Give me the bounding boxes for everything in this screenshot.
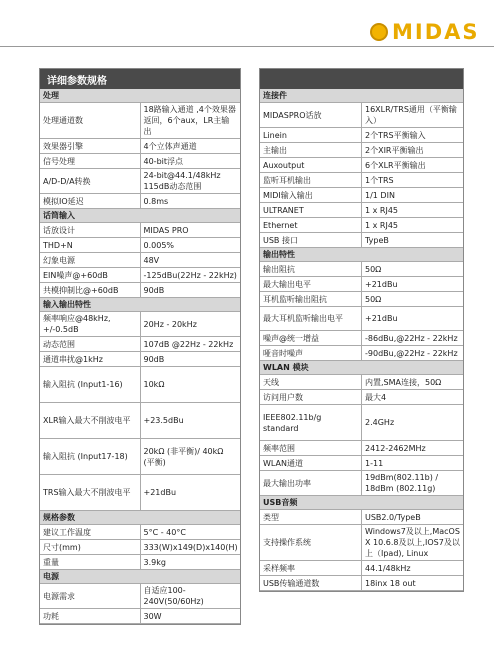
spec-row bbox=[260, 277, 463, 292]
spec-value: 2个TRS平衡输入 bbox=[362, 128, 464, 143]
spec-label: Auxoutput bbox=[260, 158, 362, 173]
spec-label: 幻象电源 bbox=[40, 253, 140, 268]
section-title: USB音频 bbox=[260, 496, 463, 510]
section-header bbox=[40, 89, 240, 103]
spec-label: WLAN通道 bbox=[260, 456, 362, 471]
spec-label: 输出阻抗 bbox=[260, 262, 362, 277]
spec-label: 话放设计 bbox=[40, 223, 140, 238]
spec-label: Ethernet bbox=[260, 218, 362, 233]
spec-value: 24-bit@44.1/48kHz 115dB动态范围 bbox=[140, 169, 240, 194]
spec-row bbox=[40, 139, 240, 154]
spec-value: 40-bit浮点 bbox=[140, 154, 240, 169]
spec-label: 频率响应@48kHz, +/-0.5dB bbox=[40, 312, 140, 337]
spec-value: +21dBu bbox=[362, 277, 464, 292]
spec-row bbox=[260, 576, 463, 591]
spec-row bbox=[260, 510, 463, 525]
spec-column-left bbox=[39, 68, 241, 625]
spec-value: 1个TRS bbox=[362, 173, 464, 188]
spec-row bbox=[260, 173, 463, 188]
section-title: 话筒输入 bbox=[40, 209, 240, 223]
spec-label: 频率范围 bbox=[260, 441, 362, 456]
spec-value: Windows7及以上,MacOS X 10.6.8及以上,IOS7及以上（Ipad), Linux bbox=[362, 525, 464, 561]
spec-label: 主输出 bbox=[260, 143, 362, 158]
spec-label: 最大耳机监听输出电平 bbox=[260, 307, 362, 331]
spec-row bbox=[40, 268, 240, 283]
spec-value: 1-11 bbox=[362, 456, 464, 471]
spec-row bbox=[260, 188, 463, 203]
spec-value: -86dBu,@22Hz - 22kHz bbox=[362, 331, 464, 346]
spec-value: -125dBu(22Hz - 22kHz) bbox=[140, 268, 240, 283]
spec-row bbox=[40, 555, 240, 570]
spec-label: 支持操作系统 bbox=[260, 525, 362, 561]
header-divider bbox=[0, 46, 494, 47]
spec-value: 90dB bbox=[140, 283, 240, 298]
spec-row bbox=[40, 352, 240, 367]
spec-value: 0.005% bbox=[140, 238, 240, 253]
spec-row bbox=[260, 375, 463, 390]
spec-label: 耳机监听输出阻抗 bbox=[260, 292, 362, 307]
spec-label: 动态范围 bbox=[40, 337, 140, 352]
spec-label: 建议工作温度 bbox=[40, 525, 140, 540]
spec-label: 功耗 bbox=[40, 609, 140, 624]
spec-row bbox=[260, 390, 463, 405]
spec-label: USB 接口 bbox=[260, 233, 362, 248]
spec-value: 50Ω bbox=[362, 292, 464, 307]
spec-label: THD+N bbox=[40, 238, 140, 253]
spec-row bbox=[260, 128, 463, 143]
section-title: 规格参数 bbox=[40, 511, 240, 525]
spec-label: 天线 bbox=[260, 375, 362, 390]
spec-row bbox=[40, 525, 240, 540]
spec-row bbox=[260, 262, 463, 277]
spec-value: 48V bbox=[140, 253, 240, 268]
spec-row bbox=[40, 609, 240, 624]
spec-value: 2.4GHz bbox=[362, 405, 464, 441]
spec-row bbox=[260, 405, 463, 441]
section-header bbox=[260, 361, 463, 375]
spec-row bbox=[40, 312, 240, 337]
spec-label: 噪声@统一增益 bbox=[260, 331, 362, 346]
spec-label: A/D-D/A转换 bbox=[40, 169, 140, 194]
section-title: 输出特性 bbox=[260, 248, 463, 262]
spec-row bbox=[40, 403, 240, 439]
spec-label: MIDASPRO话放 bbox=[260, 103, 362, 128]
section-header bbox=[260, 496, 463, 510]
spec-label: 共模抑制比@+60dB bbox=[40, 283, 140, 298]
spec-label: 采样频率 bbox=[260, 561, 362, 576]
spec-label: MIDI输入输出 bbox=[260, 188, 362, 203]
spec-row bbox=[260, 218, 463, 233]
spec-value: 1/1 DIN bbox=[362, 188, 464, 203]
section-header bbox=[40, 209, 240, 223]
spec-value: 333(W)x149(D)x140(H) bbox=[140, 540, 240, 555]
section-title: 电源 bbox=[40, 570, 240, 584]
spec-label: 处理通道数 bbox=[40, 103, 140, 139]
section-header bbox=[40, 298, 240, 312]
midas-logo-badge-icon bbox=[370, 23, 388, 41]
spec-value: 1 x RJ45 bbox=[362, 218, 464, 233]
spec-row bbox=[260, 203, 463, 218]
spec-value: TypeB bbox=[362, 233, 464, 248]
spec-row bbox=[40, 154, 240, 169]
spec-value: 5°C - 40°C bbox=[140, 525, 240, 540]
spec-row bbox=[40, 194, 240, 209]
spec-row bbox=[40, 367, 240, 403]
spec-label: XLR输入最大不削波电平 bbox=[40, 403, 140, 439]
spec-value: 30W bbox=[140, 609, 240, 624]
spec-row bbox=[260, 456, 463, 471]
spec-row bbox=[40, 475, 240, 511]
spec-value: MIDAS PRO bbox=[140, 223, 240, 238]
spec-label: 最大输出功率 bbox=[260, 471, 362, 496]
spec-table-right bbox=[260, 89, 463, 591]
spec-label: TRS输入最大不削波电平 bbox=[40, 475, 140, 511]
spec-row bbox=[260, 143, 463, 158]
spec-label: 通道串扰@1kHz bbox=[40, 352, 140, 367]
spec-row bbox=[260, 471, 463, 496]
spec-row bbox=[40, 283, 240, 298]
midas-logo bbox=[370, 20, 480, 44]
spec-label: 模拟IO延迟 bbox=[40, 194, 140, 209]
spec-value: 20Hz - 20kHz bbox=[140, 312, 240, 337]
spec-value: 10kΩ bbox=[140, 367, 240, 403]
spec-value: USB2.0/TypeB bbox=[362, 510, 464, 525]
spec-row bbox=[260, 561, 463, 576]
spec-label: 访问用户数 bbox=[260, 390, 362, 405]
spec-value: 0.8ms bbox=[140, 194, 240, 209]
spec-label: 尺寸(mm) bbox=[40, 540, 140, 555]
spec-value: 44.1/48kHz bbox=[362, 561, 464, 576]
spec-label: IEEE802.11b/g standard bbox=[260, 405, 362, 441]
brand-name: MIDAS bbox=[392, 20, 480, 44]
spec-value: 20kΩ (非平衡)/ 40kΩ (平衡) bbox=[140, 439, 240, 475]
spec-column-right bbox=[259, 68, 464, 592]
spec-label: 输入阻抗 (Input1-16) bbox=[40, 367, 140, 403]
spec-row bbox=[40, 584, 240, 609]
spec-value: 18inx 18 out bbox=[362, 576, 464, 591]
spec-table-left bbox=[40, 89, 240, 624]
spec-row bbox=[40, 238, 240, 253]
section-title: WLAN 模块 bbox=[260, 361, 463, 375]
spec-row bbox=[260, 233, 463, 248]
spec-row bbox=[40, 223, 240, 238]
spec-value: 6个XLR平衡输出 bbox=[362, 158, 464, 173]
section-header bbox=[260, 248, 463, 262]
spec-row bbox=[260, 525, 463, 561]
spec-label: 监听耳机输出 bbox=[260, 173, 362, 188]
spec-row bbox=[40, 103, 240, 139]
spec-label: Linein bbox=[260, 128, 362, 143]
section-title: 处理 bbox=[40, 89, 240, 103]
spec-row bbox=[40, 253, 240, 268]
spec-label: 效果器引擎 bbox=[40, 139, 140, 154]
spec-value: 107dB @22Hz - 22kHz bbox=[140, 337, 240, 352]
spec-row bbox=[40, 169, 240, 194]
spec-row bbox=[260, 158, 463, 173]
spec-label: 电源需求 bbox=[40, 584, 140, 609]
spec-value: 最大4 bbox=[362, 390, 464, 405]
spec-label: 信号处理 bbox=[40, 154, 140, 169]
spec-label: 最大输出电平 bbox=[260, 277, 362, 292]
spec-value: +23.5dBu bbox=[140, 403, 240, 439]
spec-row bbox=[260, 346, 463, 361]
spec-row bbox=[40, 439, 240, 475]
spec-value: 3.9kg bbox=[140, 555, 240, 570]
spec-column-title-right bbox=[260, 69, 463, 89]
spec-row bbox=[260, 307, 463, 331]
spec-row bbox=[260, 292, 463, 307]
spec-row bbox=[40, 337, 240, 352]
spec-label: EIN噪声@+60dB bbox=[40, 268, 140, 283]
spec-value: 内置,SMA连接，50Ω bbox=[362, 375, 464, 390]
spec-value: 4个立体声通道 bbox=[140, 139, 240, 154]
section-title: 连接件 bbox=[260, 89, 463, 103]
spec-label: USB传输通道数 bbox=[260, 576, 362, 591]
spec-value: 2412-2462MHz bbox=[362, 441, 464, 456]
section-title: 输入输出特性 bbox=[40, 298, 240, 312]
spec-value: 19dBm(802.11b) / 18dBm (802.11g) bbox=[362, 471, 464, 496]
section-header bbox=[260, 89, 463, 103]
section-header bbox=[40, 570, 240, 584]
spec-label: 重量 bbox=[40, 555, 140, 570]
spec-label: 输入阻抗 (Input17-18) bbox=[40, 439, 140, 475]
spec-value: 16XLR/TRS通用（平衡输入） bbox=[362, 103, 464, 128]
spec-value: -90dBu,@22Hz - 22kHz bbox=[362, 346, 464, 361]
spec-row bbox=[260, 441, 463, 456]
spec-column-title: 详细参数规格 bbox=[40, 69, 240, 89]
spec-value: +21dBu bbox=[362, 307, 464, 331]
spec-value: 18路输入通道 ,4个效果器返回，6个aux，LR主输出 bbox=[140, 103, 240, 139]
spec-label: ULTRANET bbox=[260, 203, 362, 218]
spec-value: 90dB bbox=[140, 352, 240, 367]
spec-value: 自适应100-240V(50/60Hz) bbox=[140, 584, 240, 609]
spec-value: +21dBu bbox=[140, 475, 240, 511]
spec-value: 2个XIR平衡输出 bbox=[362, 143, 464, 158]
spec-row bbox=[40, 540, 240, 555]
spec-value: 50Ω bbox=[362, 262, 464, 277]
spec-value: 1 x RJ45 bbox=[362, 203, 464, 218]
spec-label: 类型 bbox=[260, 510, 362, 525]
section-header bbox=[40, 511, 240, 525]
spec-row bbox=[260, 103, 463, 128]
spec-row bbox=[260, 331, 463, 346]
spec-label: 哑音时噪声 bbox=[260, 346, 362, 361]
